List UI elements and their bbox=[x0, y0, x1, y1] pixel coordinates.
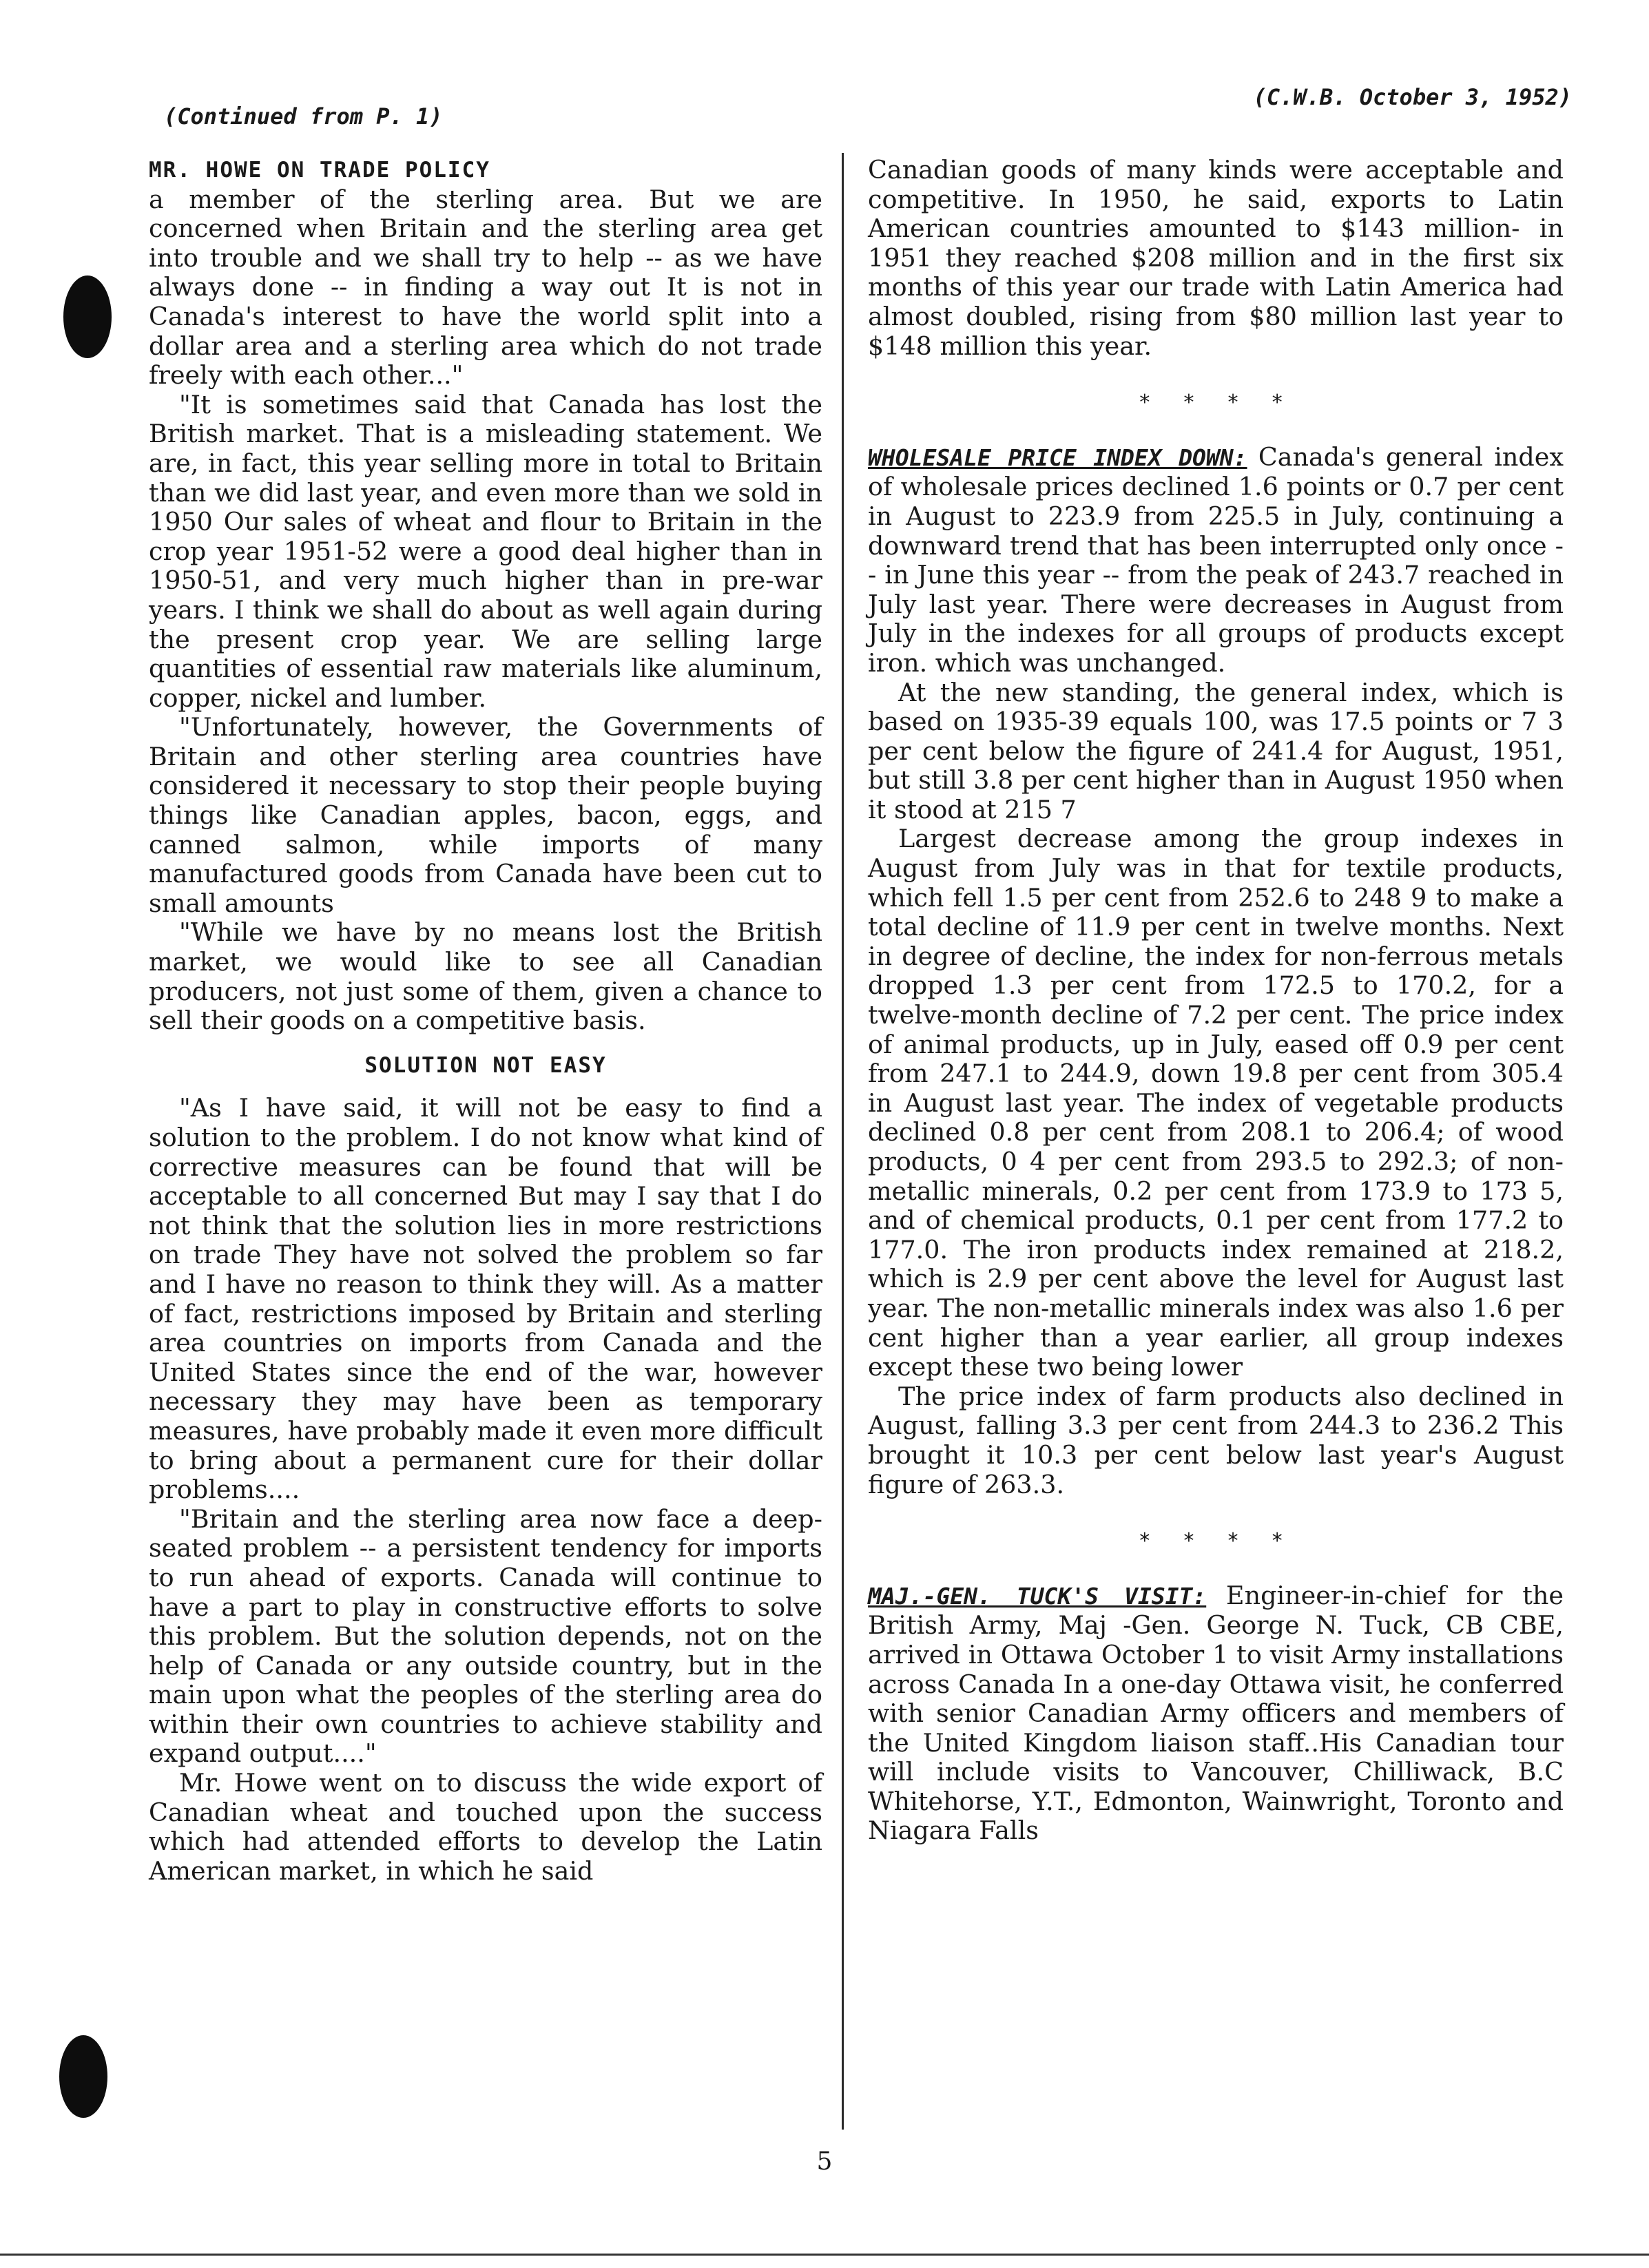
paragraph: Mr. Howe went on to discuss the wide export of Canadian wheat and touched upon the success which had attended efforts to develop the Latin American market, in which he said bbox=[149, 1768, 822, 1886]
paragraph: "Unfortunately, however, the Governments of Britain and other sterling area countries have considered it necessary to stop their people buying things like Canadian apples, bacon, eggs, and canned salmon, while imports of many manufactured goods from Canada have been cut to small amounts bbox=[149, 712, 822, 918]
headline-tuck-visit: MAJ.-GEN. TUCK'S VISIT: bbox=[868, 1582, 1207, 1610]
paragraph: "As I have said, it will not be easy to find a solution to the problem. I do not know what kind of corrective measures can be found that will be acceptable to all concerned But may I say that I do not think that the solution lies in more restrictions on trade They have not solved the problem so far and I have no reason to think they will. As a matter of fact, restrictions imposed by Britain and sterling area countries on imports from Canada and the United States since the end of the war, however necessary they may have been as temporary measures, have probably made it even more difficult to bring about a permanent cure for their dollar problems.... bbox=[149, 1093, 822, 1505]
section-separator: * * * * bbox=[1138, 391, 1294, 415]
paragraph: Engineer-in-chief for the British Army, Maj -Gen. George N. Tuck, CB CBE, arrived in Ottawa October 1 to visit Army installations across Canada In a one-day Ottawa visit, he conferred with senior Canadian Army officers and members of the United Kingdom liaison staff..His Canadian tour will include visits to Vancouver, Chilliwack, B.C Whitehorse, Y.T., Edmonton, Wainwright, Toronto and Niagara Falls bbox=[868, 1580, 1564, 1846]
left-column bbox=[149, 156, 822, 1886]
section-heading-trade-policy: MR. HOWE ON TRADE POLICY bbox=[149, 158, 490, 183]
column-divider bbox=[842, 153, 844, 2130]
page-number: 5 bbox=[816, 2147, 833, 2176]
paragraph: a member of the sterling area. But we are concerned when Britain and the sterling area get into trouble and we shall try to help -- as we have always done -- in finding a way out It is not in Canada's interest to have the world split into a dollar area and a sterling area which do not trade freely with each other..." bbox=[149, 184, 822, 391]
page-edge-line bbox=[0, 2254, 1649, 2256]
paragraph: Canadian goods of many kinds were acceptable and competitive. In 1950, he said, exports to Latin American countries amounted to $143 million- in 1951 they reached $208 million and in the first six months of this year our trade with Latin America had almost doubled, rising from $80 million last year to $148 million this year. bbox=[868, 155, 1564, 361]
punch-hole-mark bbox=[59, 2035, 107, 2118]
article-wholesale-price-index bbox=[868, 443, 1564, 678]
section-separator: * * * * bbox=[1138, 1529, 1294, 1554]
right-column bbox=[868, 156, 1564, 1846]
paragraph: Largest decrease among the group indexes in August from July was in that for textile products, which fell 1.5 per cent from 252.6 to 248 9 to make a total decline of 11.9 per cent in twelve months. Next in degree of decline, the index for non-ferrous metals dropped 1.3 per cent from 172.5 to 170.2, for a twelve-month decline of 7.2 per cent. The price index of animal products, up in July, eased off 0.9 per cent from 247.1 to 244.9, down 19.8 per cent from 305.4 in August last year. The index of vegetable products declined 0.8 per cent from 208.1 to 206.4; of wood products, 0 4 per cent from 293.5 to 292.3; of non-metallic minerals, 0.2 per cent from 173.9 to 173 5, and of chemical products, 0.1 per cent from 177.2 to 177.0. The iron products index remained at 218.2, which is 2.9 per cent above the level for August last year. The non-metallic minerals index was also 1.6 per cent higher than a year earlier, all group indexes except these two being lower bbox=[868, 824, 1564, 1382]
punch-hole-mark bbox=[63, 275, 112, 358]
headline-wholesale-price-index: WHOLESALE PRICE INDEX DOWN: bbox=[868, 444, 1247, 471]
subheading-solution-not-easy: SOLUTION NOT EASY bbox=[364, 1052, 607, 1078]
paragraph: "Britain and the sterling area now face a deep-seated problem -- a persistent tendency for imports to run ahead of exports. Canada will continue to have a part to play in constructive efforts to solve this problem. But the solution depends, not on the help of Canada or any outside country, but in the main upon what the peoples of the sterling area do within their own countries to achieve stability and expand output...." bbox=[149, 1504, 822, 1769]
paragraph: At the new standing, the general index, which is based on 1935-39 equals 100, was 17.5 points or 7 3 per cent below the figure of 241.4 for August, 1951, but still 3.8 per cent higher than in August 1950 when it stood at 215 7 bbox=[868, 677, 1564, 824]
paragraph: "While we have by no means lost the British market, we would like to see all Canadian producers, not just some of them, given a chance to sell their goods on a competitive basis. bbox=[149, 917, 822, 1036]
paragraph: The price index of farm products also declined in August, falling 3.3 per cent from 244.3 to 236.2 This brought it 10.3 per cent below last year's August figure of 263.3. bbox=[868, 1381, 1564, 1499]
paragraph: Canada's general index of wholesale prices declined 1.6 points or 0.7 per cent in August to 223.9 from 225.5 in July, continuing a downward trend that has been interrupted only once -- in June this year -- from the peak of 243.7 reached in July last year. There were decreases in August from July in the indexes for all groups of products except iron. which was unchanged. bbox=[868, 441, 1564, 678]
paragraph: "It is sometimes said that Canada has lost the British market. That is a misleading statement. We are, in fact, this year selling more in total to Britain than we did last year, and even more than we sold in 1950 Our sales of wheat and flour to Britain in the crop year 1951-52 were a good deal higher than in 1950-51, and very much higher than in pre-war years. I think we shall do about as well again during the present crop year. We are selling large quantities of essential raw materials like aluminum, copper, nickel and lumber. bbox=[149, 389, 822, 713]
issue-date-header: (C.W.B. October 3, 1952) bbox=[1253, 84, 1572, 110]
continued-from-note: (Continued from P. 1) bbox=[164, 103, 443, 129]
article-tuck-visit bbox=[868, 1581, 1564, 1846]
